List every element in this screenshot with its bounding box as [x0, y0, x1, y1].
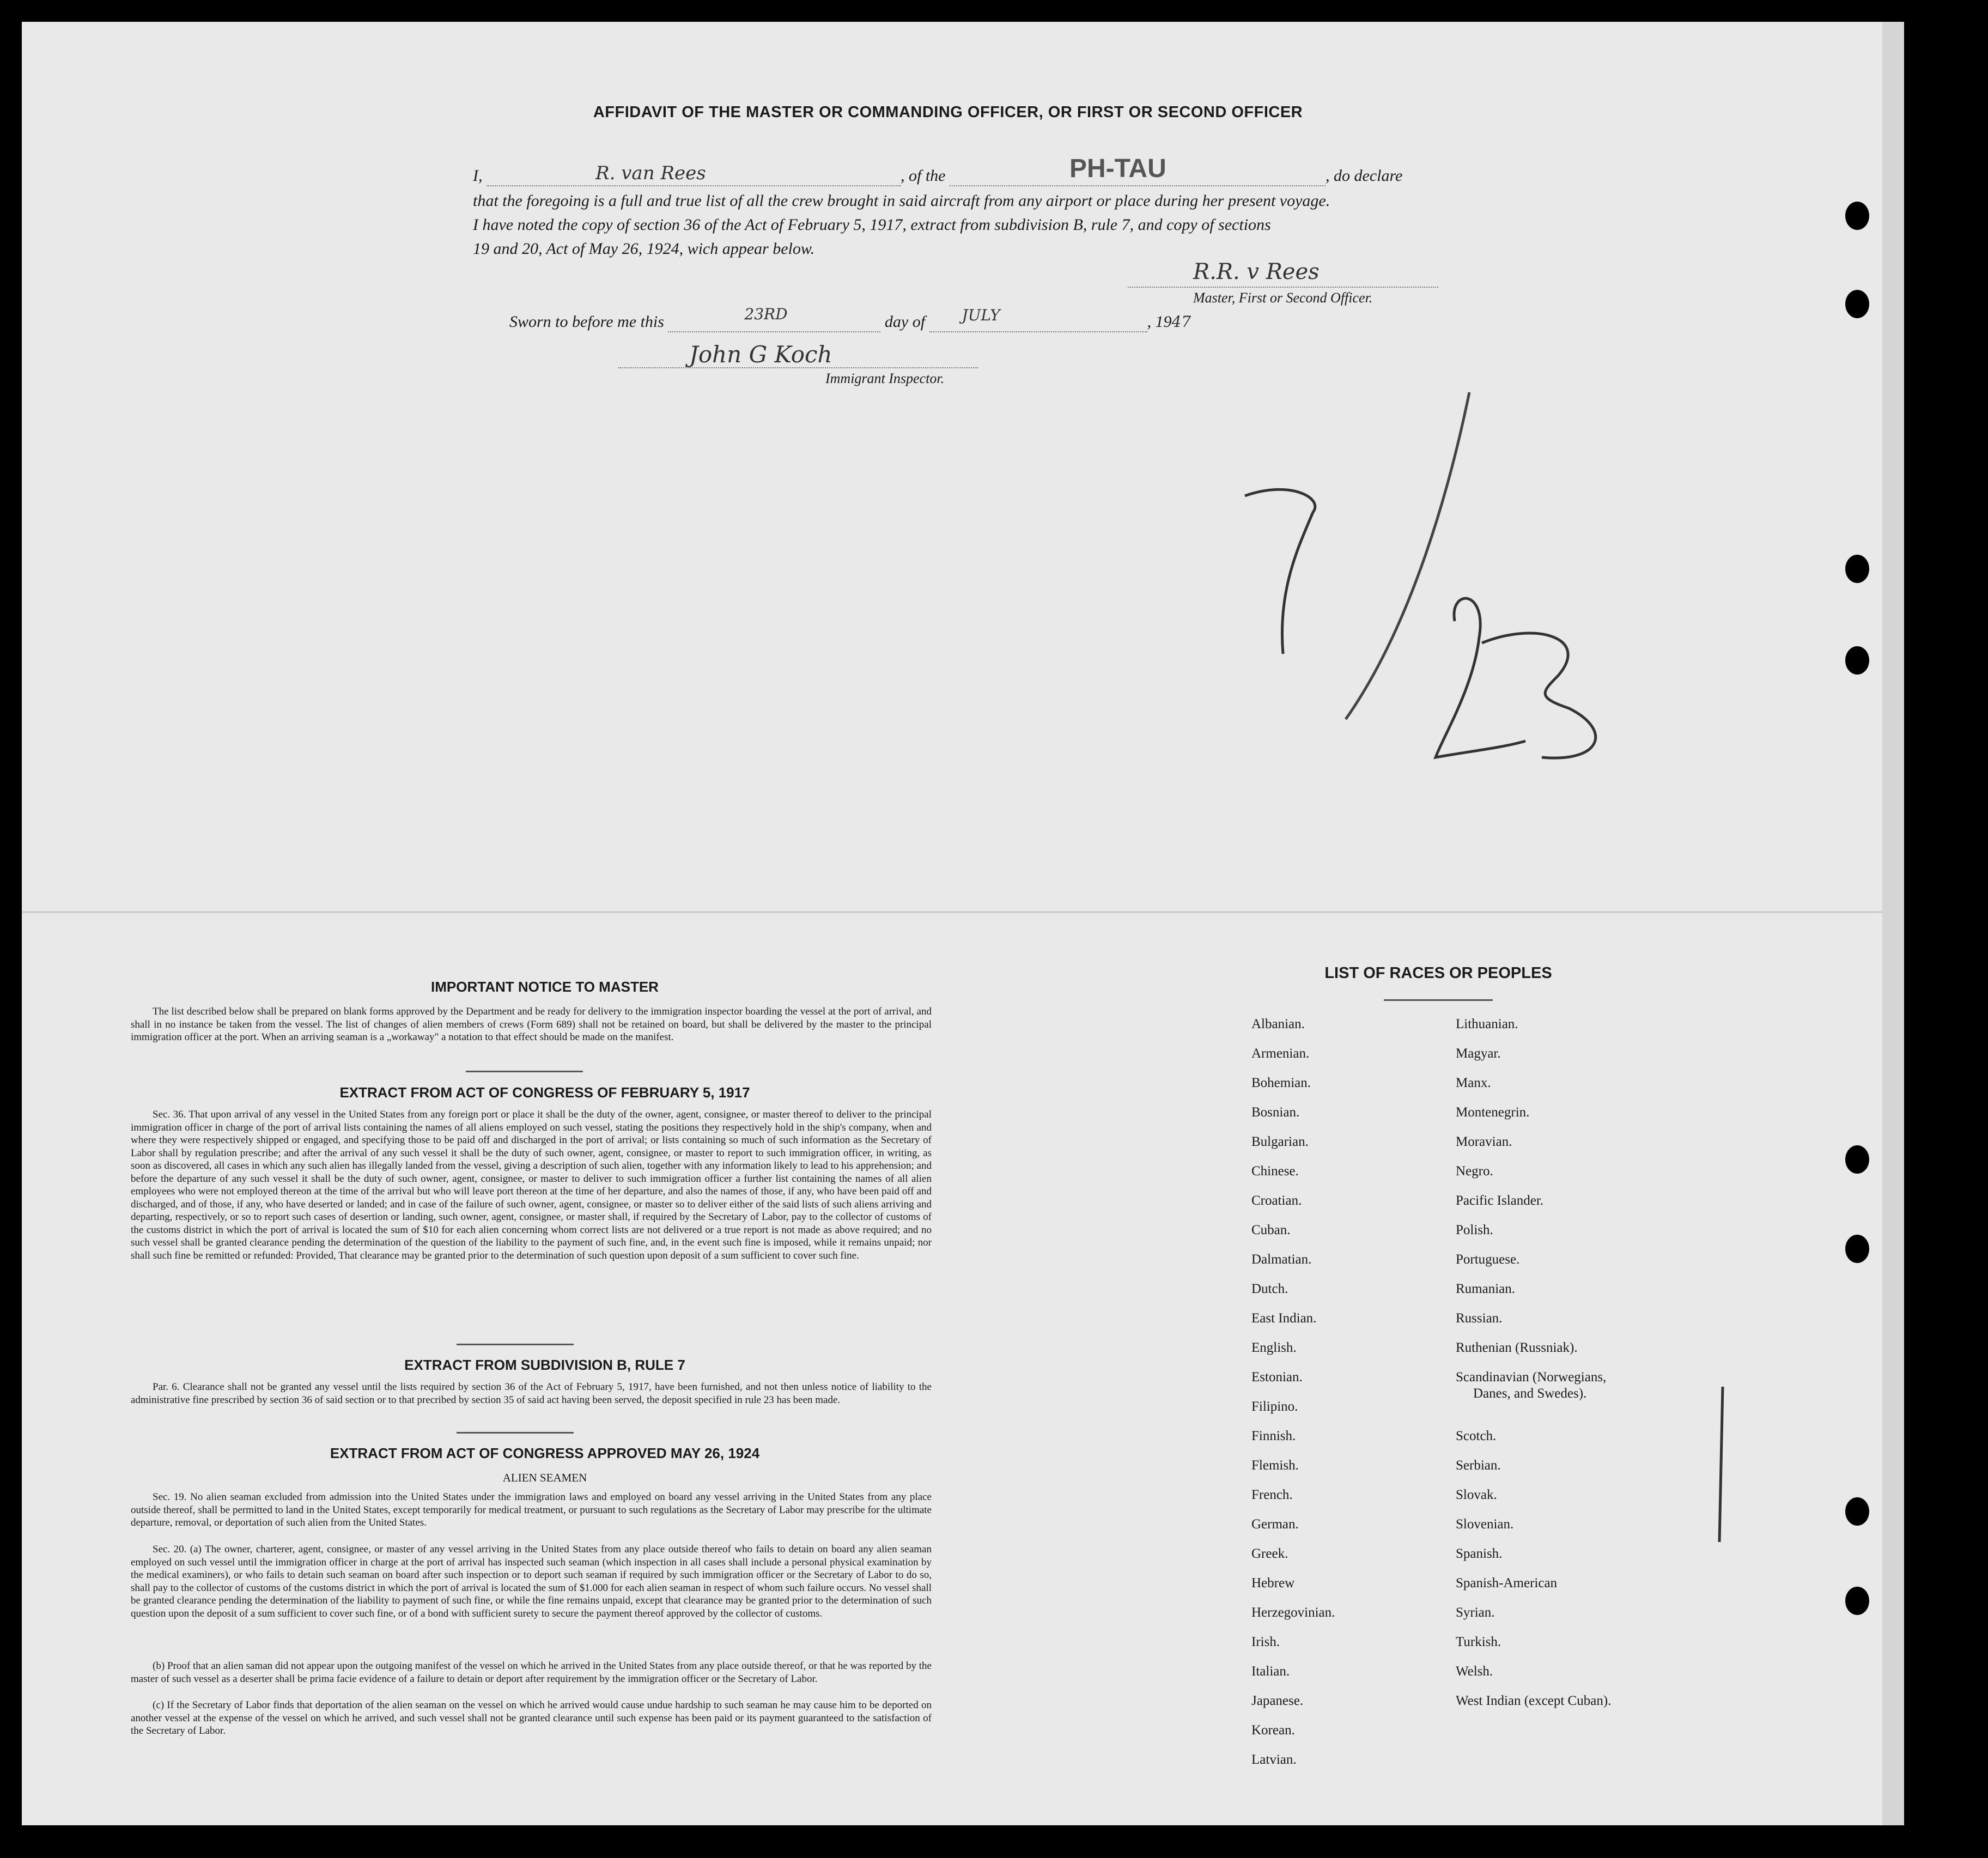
affidavit-line2: that the foregoing is a full and true list of all the crew brought in said aircraft from any airport or place during her present voyage.: [473, 192, 1330, 210]
race-item: Spanish.: [1456, 1546, 1503, 1561]
race-item: Magyar.: [1456, 1046, 1501, 1061]
race-item: Dutch.: [1251, 1282, 1288, 1296]
sec20a-text: Sec. 20. (a) The owner, charterer, agent, consignee, or master of any vessel arriving in the United States from any place outside thereof who fails to detain on board any alien seaman employed on such vessel until the immigration officer in charge at the port of arrival has inspected such seaman (which inspection in all cases shall include a personal physical examination by the medical examiners), or who fails to detain such seaman on board after such inspection or to deport such seaman if required by such immigration officer or the Secretary of Labor to do so, shall pay to the collector of customs of the customs district in which the port of arrival is located the sum of $1.000 for each alien seaman in respect of whom such failure occurs. No vessel shall be granted clearance pending the determination of the liability to payment of such fine, or while the fine remains unpaid, except that clearance may be granted prior to the determination of such question upon the deposit of a sum sufficient to cover such fine, or of a bond with sufficient surety to secure the payment thereof approved by the collector of customs.: [131, 1544, 932, 1619]
sec20b-text: (b) Proof that an alien saman did not appear upon the outgoing manifest of the vessel on which he arrived in the United States from any place outside thereof, or that he was reported by the master of such vessel as a deserter shall be prima facie evidence of a failure to detain or deport after requirement by the immigration officer or the Secretary of Labor.: [131, 1660, 932, 1685]
race-item: Irish.: [1251, 1635, 1280, 1649]
race-item: Turkish.: [1456, 1635, 1501, 1649]
sec19-text: Sec. 19. No alien seaman excluded from admission into the United States under the immigration laws and employed on board any vessel arriving in the United States from any place outside thereof, shall be permitted to land in the United States, except temporarily for medical treatment, or pursuant to such regulations as the Secretary of Labor may prescribe for the ultimate departure, removal, or deportation of such alien from the United States.: [131, 1491, 932, 1528]
race-item: Scandinavian (Norwegians,: [1456, 1370, 1607, 1385]
race-item: Flemish.: [1251, 1458, 1299, 1473]
race-item: Slovenian.: [1456, 1517, 1514, 1532]
extract-1924-title: EXTRACT FROM ACT OF CONGRESS APPROVED MAY 26, 1924: [330, 1445, 760, 1461]
race-item: Italian.: [1251, 1664, 1290, 1679]
binder-hole: [1845, 1235, 1869, 1263]
race-item: Russian.: [1456, 1311, 1503, 1326]
affidavit-line4: 19 and 20, Act of May 26, 1924, wich appear below.: [473, 240, 815, 258]
affidavit-line1: [473, 154, 1454, 186]
sworn-year: 47: [1171, 313, 1191, 331]
extract-1924-subtitle: ALIEN SEAMEN: [502, 1471, 587, 1484]
extract-1917-title: EXTRACT FROM ACT OF CONGRESS OF FEBRUARY 5, 1917: [339, 1084, 750, 1101]
master-caption: Master, First or Second Officer.: [1193, 290, 1373, 306]
sworn-day-field: [668, 305, 880, 332]
races-title: LIST OF RACES OR PEOPLES: [1324, 964, 1552, 982]
binder-hole: [1845, 1145, 1869, 1174]
race-item: Bohemian.: [1251, 1076, 1311, 1090]
binder-hole: [1845, 290, 1869, 318]
race-item: Scotch.: [1456, 1429, 1497, 1443]
race-item: Montenegrin.: [1456, 1105, 1530, 1120]
of-label: , of the: [901, 167, 946, 185]
race-item: West Indian (except Cuban).: [1456, 1693, 1612, 1708]
aircraft-field: [950, 154, 1326, 186]
race-item: Spanish-American: [1456, 1576, 1558, 1590]
i-label: I,: [473, 167, 483, 185]
notice-title: IMPORTANT NOTICE TO MASTER: [431, 979, 659, 995]
binder-hole: [1845, 202, 1869, 230]
race-item: Slovak.: [1456, 1487, 1497, 1502]
race-item: East Indian.: [1251, 1311, 1317, 1326]
race-item: English.: [1251, 1340, 1297, 1355]
race-item: Negro.: [1456, 1164, 1493, 1179]
race-item: Bosnian.: [1251, 1105, 1300, 1120]
race-item: Welsh.: [1456, 1664, 1493, 1679]
race-item: Serbian.: [1456, 1458, 1501, 1473]
sec20c-text: (c) If the Secretary of Labor finds that deportation of the alien seaman on the vessel on which he arrived would cause undue hardship to such seaman he may cause him to be deported on another vessel at the expense of the vessel on which he arrived, and such vessel shall not be granted clearance until such expense has been paid or its payment guaranteed to the satisfaction of the Secretary of Labor.: [131, 1699, 932, 1736]
race-item: Cuban.: [1251, 1223, 1291, 1237]
race-item: Syrian.: [1456, 1605, 1495, 1620]
rule7-title: EXTRACT FROM SUBDIVISION B, RULE 7: [404, 1357, 685, 1373]
race-item: Hebrew: [1251, 1576, 1295, 1590]
divider: [457, 1344, 574, 1345]
race-item: Estonian.: [1251, 1370, 1303, 1385]
day-of-label: day of: [884, 313, 926, 331]
race-item: Polish.: [1456, 1223, 1493, 1237]
race-item: German.: [1251, 1517, 1299, 1532]
binder-hole: [1845, 1587, 1869, 1615]
race-item: Latvian.: [1251, 1752, 1297, 1767]
races-right-column: [1456, 1017, 1761, 1723]
sworn-line: [509, 305, 1272, 332]
race-item: Finnish.: [1251, 1429, 1296, 1443]
sworn-month-field: [929, 306, 1147, 332]
race-item: Croatian.: [1251, 1193, 1302, 1208]
race-item: Danes, and Swedes).: [1473, 1386, 1587, 1401]
inspector-signature: John G Koch: [689, 341, 832, 368]
page-edge: [1882, 22, 1904, 1825]
inspector-signature-line: [618, 341, 978, 368]
fold-line: [22, 911, 1904, 913]
affidavit-title: AFFIDAVIT OF THE MASTER OR COMMANDING OFFICER, OR FIRST OR SECOND OFFICER: [593, 104, 1303, 121]
race-item: Greek.: [1251, 1546, 1288, 1561]
race-item: Herzegovinian.: [1251, 1605, 1335, 1620]
race-item: Portuguese.: [1456, 1252, 1520, 1267]
master-signature-line: [1128, 259, 1438, 288]
race-item: Japanese.: [1251, 1693, 1304, 1708]
binder-hole: [1845, 555, 1869, 583]
race-item: Filipino.: [1251, 1399, 1298, 1414]
do-declare-label: , do declare: [1326, 167, 1403, 185]
race-item: Chinese.: [1251, 1164, 1299, 1179]
binder-hole: [1845, 646, 1869, 675]
divider: [1384, 999, 1493, 1001]
race-item: Dalmatian.: [1251, 1252, 1312, 1267]
race-item: Armenian.: [1251, 1046, 1310, 1061]
aircraft-stamp: PH-TAU: [1069, 154, 1166, 183]
rule7-text: Par. 6. Clearance shall not be granted any vessel until the lists required by section 36 of the Act of February 5, 1917, have been furnished, and not then unless notice of liability to the administrative fine prescribed by section 36 of said section or to that precribed by section 35 of said act having been served, the deposit specified in rule 23 has been made.: [131, 1381, 932, 1406]
binder-hole: [1845, 1497, 1869, 1526]
race-item: Albanian.: [1251, 1017, 1305, 1031]
officer-name: R. van Rees: [595, 162, 706, 184]
inspector-caption: Immigrant Inspector.: [825, 371, 945, 386]
race-item: Lithuanian.: [1456, 1017, 1518, 1031]
race-item: Bulgarian.: [1251, 1134, 1309, 1149]
affidavit-line3: I have noted the copy of section 36 of the Act of February 5, 1917, extract from subdivision B, rule 7, and copy of sections: [473, 216, 1271, 234]
sworn-label: Sworn to before me this: [509, 313, 664, 331]
race-item: Korean.: [1251, 1723, 1295, 1738]
race-item: Ruthenian (Russniak).: [1456, 1340, 1578, 1355]
races-left-column: [1251, 1017, 1448, 1782]
race-item: French.: [1251, 1487, 1293, 1502]
race-item: Moravian.: [1456, 1134, 1512, 1149]
notice-text: The list described below shall be prepared on blank forms approved by the Department and be ready for delivery to the immigration inspector boarding the vessel at the port of arrival, and shall in no instance be taken from the vessel. The list of changes of alien members of crews (Form 689) shall not be retained on board, but shall be delivered by the master to the principal immigration officer at the port. When an arriving seaman is a „workaway" a notation to that effect should be made on the manifest.: [131, 1006, 932, 1043]
master-signature: R.R. v Rees: [1193, 259, 1320, 284]
sworn-month: JULY: [962, 306, 1000, 324]
sworn-day: 23RD: [744, 305, 788, 323]
divider: [457, 1432, 574, 1434]
officer-name-field: [487, 162, 901, 186]
race-item: Manx.: [1456, 1076, 1491, 1090]
extract-1917-text: Sec. 36. That upon arrival of any vessel in the United States from any foreign port or place it shall be the duty of the owner, agent, consignee, or master thereof to deliver to the principal immigration officer in charge of the port of arrival lists containing the names of all aliens employed on such vessel, stating the positions they respectively hold in the ship's company, when and where they were respectively shipped or engaged, and specifying those to be paid off and discharged in the port of arrival; or lists containing so much of such information as the Secretary of Labor shall by regulation prescribe; and after the arrival of any such vessel it shall be the duty of such owner, agent, consignee, or master to report to such immigration officer, in writing, as soon as discovered, all cases in which any such alien has illegally landed from the vessel, giving a description of such alien, together with any information likely to lead to his apprehension; and before the departure of any such vessel it shall be the duty of such owner, agent, consignee, or master to deliver to such immigration officer a further list containing the names of all alien employees who were not employed thereon at the time of the arrival but who will leave port thereon at the time of her departure, and also the names of those, if any, who have been paid off and discharged, and of those, if any, who have deserted or landed; and in case of the failure of such owner, agent, consignee, or master so to deliver either of the said lists of such aliens arriving and departing, respectively, or so to report such cases of desertion or landing, such owner, agent, consignee, or master shall, if required by the Secretary of Labor, pay to the collector of customs of the customs district in which the port of arrival is located the sum of $10 for each alien concerning whom correct lists are not delivered or a true report is not made as above required; and no such vessel shall be granted clearance pending the determination of the question of the liability to the payment of such fine, and, in the event such fine is imposed, while it remains unpaid; nor shall such fine be remitted or refunded: Provided, That clearance may be granted prior to the determination of such question upon deposit of a sum sufficient to cover such fine.: [131, 1109, 932, 1261]
race-item: Pacific Islander.: [1456, 1193, 1544, 1208]
divider: [466, 1071, 583, 1072]
year-prefix: , 19: [1147, 313, 1172, 331]
race-item: Rumanian.: [1456, 1282, 1516, 1296]
handwritten-date-mark: [1231, 381, 1678, 817]
